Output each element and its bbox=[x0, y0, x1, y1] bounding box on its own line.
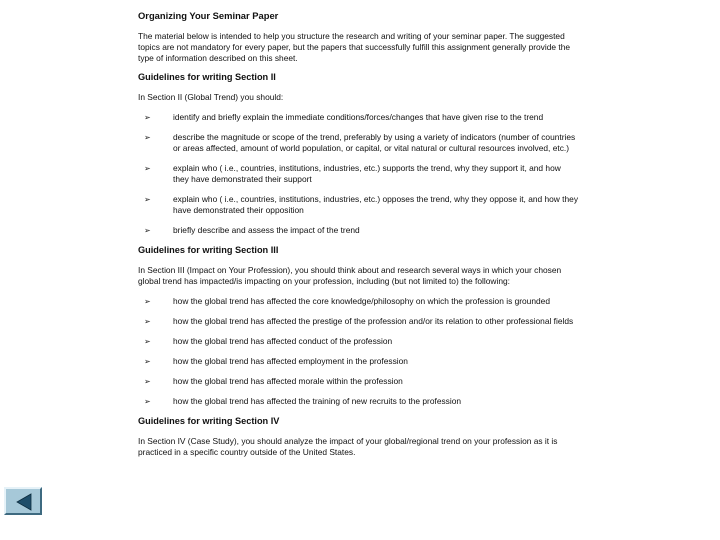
list-item bbox=[144, 336, 578, 347]
page-title: Organizing Your Seminar Paper bbox=[138, 10, 279, 21]
list-item-text: how the global trend has affected conduct of the profession bbox=[173, 336, 393, 346]
arrow-bullet-icon: ➢ bbox=[144, 133, 151, 142]
list-item bbox=[144, 376, 578, 387]
list-item bbox=[144, 225, 578, 236]
intro-paragraph: The material below is intended to help you structure the research and writing of your seminar paper. The suggested topics are not mandatory for every paper, but the papers that successfully fulfill this assignment generally provide the type of information described on this sheet. bbox=[138, 31, 571, 63]
list-item bbox=[144, 396, 578, 407]
arrow-bullet-icon: ➢ bbox=[144, 195, 151, 204]
arrow-bullet-icon: ➢ bbox=[144, 113, 151, 122]
list-item bbox=[144, 296, 578, 307]
list-item-text: how the global trend has affected morale within the profession bbox=[173, 376, 403, 386]
list-item-text: how the global trend has affected the prestige of the profession and/or its relation to other professional fields bbox=[173, 316, 574, 326]
section-3-heading: Guidelines for writing Section III bbox=[138, 245, 279, 255]
document-page bbox=[138, 10, 578, 467]
list-item-text: how the global trend has affected the training of new recruits to the profession bbox=[173, 396, 462, 406]
section-2-heading: Guidelines for writing Section II bbox=[138, 72, 276, 82]
list-item bbox=[144, 356, 578, 367]
section-2-list bbox=[138, 112, 578, 236]
list-item-text: how the global trend has affected employment in the profession bbox=[173, 356, 408, 366]
arrow-bullet-icon: ➢ bbox=[144, 337, 151, 346]
list-item bbox=[144, 194, 578, 216]
arrow-bullet-icon: ➢ bbox=[144, 317, 151, 326]
list-item bbox=[144, 112, 578, 123]
section-3-lead: In Section III (Impact on Your Profession), you should think about and research several ways in which your chosen global trend has impacted/is impacting on your profession, including (but not limited to) the following: bbox=[138, 265, 562, 286]
arrow-bullet-icon: ➢ bbox=[144, 377, 151, 386]
arrow-bullet-icon: ➢ bbox=[144, 226, 151, 235]
section-2-lead: In Section II (Global Trend) you should: bbox=[138, 92, 284, 102]
arrow-bullet-icon: ➢ bbox=[144, 397, 151, 406]
list-item bbox=[144, 316, 578, 327]
section-4-lead: In Section IV (Case Study), you should analyze the impact of your global/regional trend on your profession as it is practiced in a specific country outside of the United States. bbox=[138, 436, 558, 457]
list-item bbox=[144, 132, 578, 154]
list-item bbox=[144, 163, 578, 185]
back-button[interactable] bbox=[4, 487, 42, 515]
list-item-text: explain who ( i.e., countries, institutions, industries, etc.) supports the trend, why they support it, and how they have demonstrated their support bbox=[173, 163, 561, 184]
list-item-text: explain who ( i.e., countries, institutions, industries, etc.) opposes the trend, why they oppose it, and how they have demonstrated their opposition bbox=[173, 194, 579, 215]
list-item-text: briefly describe and assess the impact of the trend bbox=[173, 225, 360, 235]
arrow-bullet-icon: ➢ bbox=[144, 164, 151, 173]
section-4-heading: Guidelines for writing Section IV bbox=[138, 416, 280, 426]
list-item-text: describe the magnitude or scope of the trend, preferably by using a variety of indicators (number of countries or areas affected, amount of world population, or capital, or vital natural or cultural resources involved, etc.) bbox=[173, 132, 576, 153]
list-item-text: how the global trend has affected the core knowledge/philosophy on which the profession is grounded bbox=[173, 296, 550, 306]
arrow-bullet-icon: ➢ bbox=[144, 357, 151, 366]
triangle-left-icon bbox=[15, 493, 33, 511]
section-3-list bbox=[138, 296, 578, 407]
list-item-text: identify and briefly explain the immediate conditions/forces/changes that have given rise to the trend bbox=[173, 112, 544, 122]
arrow-bullet-icon: ➢ bbox=[144, 297, 151, 306]
